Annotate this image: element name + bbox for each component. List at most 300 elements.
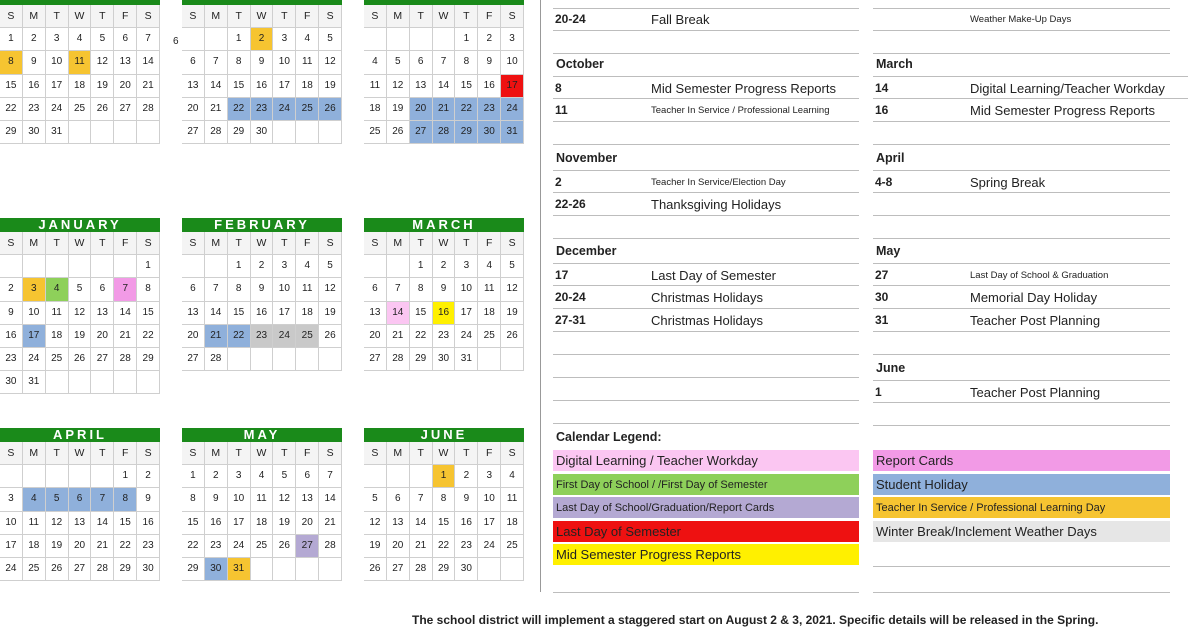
weekday-header: F: [114, 442, 137, 465]
day-cell: 28: [410, 558, 433, 581]
month-jan: [0, 218, 160, 394]
day-cell: 29: [228, 121, 251, 144]
day-cell: 23: [23, 98, 46, 121]
event-row: [553, 286, 859, 309]
day-cell: 22: [228, 325, 251, 348]
event-label: Weather Make-Up Days: [970, 14, 1072, 25]
day-cell-empty: [364, 255, 387, 278]
day-cell: 26: [319, 325, 342, 348]
day-cell: 25: [69, 98, 92, 121]
day-cell: 21: [410, 535, 433, 558]
day-cell-empty: [387, 28, 410, 51]
event-row: [873, 286, 1170, 309]
day-cell-empty: [251, 348, 274, 371]
day-cell: 13: [69, 512, 92, 535]
month-grid: [364, 442, 524, 581]
day-cell: 18: [46, 325, 69, 348]
day-cell: 16: [478, 75, 501, 98]
event-label: Fall Break: [651, 12, 710, 27]
day-cell: 3: [273, 28, 296, 51]
day-cell: 22: [182, 535, 205, 558]
day-cell: 24: [228, 535, 251, 558]
day-cell: 26: [46, 558, 69, 581]
day-cell: 14: [410, 512, 433, 535]
day-cell: 16: [0, 325, 23, 348]
event-label: Thanksgiving Holidays: [651, 197, 782, 212]
day-cell: 15: [0, 75, 23, 98]
day-cell: 4: [69, 28, 92, 51]
day-cell: 10: [0, 512, 23, 535]
section-november: November: [556, 151, 618, 165]
day-cell-empty: [205, 28, 228, 51]
weekday-header: F: [296, 5, 319, 28]
day-cell: 22: [410, 325, 433, 348]
day-cell: 22: [455, 98, 478, 121]
month-sep: [182, 0, 342, 144]
day-cell-empty: [23, 465, 46, 488]
event-row: [553, 263, 859, 286]
event-label: Last Day of School & Graduation: [970, 270, 1109, 281]
day-cell: 14: [319, 488, 342, 511]
day-cell: 19: [91, 75, 114, 98]
day-cell: 20: [387, 535, 410, 558]
day-cell-empty: [273, 558, 296, 581]
weekday-header: M: [23, 232, 46, 255]
day-cell: 18: [364, 98, 387, 121]
day-cell: 7: [91, 488, 114, 511]
day-cell: 1: [228, 255, 251, 278]
month-header: MARCH: [364, 218, 524, 232]
weekday-header: T: [46, 232, 69, 255]
day-cell: 27: [91, 348, 114, 371]
event-row-blank: [873, 403, 1170, 426]
day-cell: 28: [433, 121, 456, 144]
day-cell-empty: [91, 255, 114, 278]
day-cell: 6: [114, 28, 137, 51]
weekday-header: S: [319, 442, 342, 465]
day-cell: 14: [205, 302, 228, 325]
legend-item: Mid Semester Progress Reports: [553, 544, 859, 566]
day-cell-empty: [501, 558, 524, 581]
day-cell: 14: [91, 512, 114, 535]
day-cell: 6: [91, 278, 114, 301]
day-cell: 30: [455, 558, 478, 581]
month-grid: [364, 5, 524, 144]
sep-side-label: 6: [173, 36, 179, 47]
event-row-blank: [553, 401, 859, 424]
month-grid: [364, 232, 524, 371]
day-cell: 11: [251, 488, 274, 511]
day-cell-empty: [205, 255, 228, 278]
day-cell: 23: [455, 535, 478, 558]
day-cell: 12: [319, 51, 342, 74]
day-cell-empty: [478, 558, 501, 581]
day-cell: 13: [387, 512, 410, 535]
day-cell: 19: [501, 302, 524, 325]
weekday-header: S: [319, 5, 342, 28]
month-mar: [364, 218, 524, 371]
legend-item: Student Holiday: [873, 474, 1170, 496]
weekday-header: W: [251, 232, 274, 255]
day-cell: 18: [296, 75, 319, 98]
day-cell-empty: [364, 28, 387, 51]
weekday-header: S: [501, 5, 524, 28]
event-row-blank: [873, 216, 1170, 239]
day-cell: 3: [455, 255, 478, 278]
day-cell: 15: [137, 302, 160, 325]
weekday-header: S: [364, 232, 387, 255]
day-cell: 9: [433, 278, 456, 301]
weekday-header: M: [23, 5, 46, 28]
event-date: 20-24: [555, 290, 586, 304]
day-cell-empty: [387, 255, 410, 278]
weekday-header: M: [387, 232, 410, 255]
event-label: Teacher Post Planning: [970, 313, 1101, 328]
event-date: 17: [555, 268, 569, 282]
weekday-header: S: [0, 5, 23, 28]
section-may: May: [876, 244, 901, 258]
day-cell: 26: [319, 98, 342, 121]
month-grid: [182, 232, 342, 371]
event-date: 8: [555, 81, 562, 95]
weekday-header: T: [273, 442, 296, 465]
legend-item: First Day of School / /First Day of Semester: [553, 474, 859, 496]
day-cell: 11: [501, 488, 524, 511]
day-cell: 31: [501, 121, 524, 144]
day-cell: 21: [137, 75, 160, 98]
day-cell: 16: [137, 512, 160, 535]
day-cell: 21: [114, 325, 137, 348]
day-cell: 19: [46, 535, 69, 558]
day-cell-empty: [364, 465, 387, 488]
legend-item: Last Day of Semester: [553, 521, 859, 543]
day-cell-empty: [69, 121, 92, 144]
day-cell: 20: [182, 325, 205, 348]
event-row: [873, 380, 1170, 403]
event-row: [553, 99, 859, 122]
weekday-header: M: [205, 5, 228, 28]
day-cell-empty: [319, 348, 342, 371]
day-cell: 1: [455, 28, 478, 51]
day-cell: 6: [387, 488, 410, 511]
day-cell: 1: [137, 255, 160, 278]
day-cell: 6: [69, 488, 92, 511]
day-cell: 24: [455, 325, 478, 348]
day-cell: 7: [410, 488, 433, 511]
event-date: 1: [875, 385, 882, 399]
day-cell: 4: [296, 28, 319, 51]
day-cell: 24: [273, 325, 296, 348]
weekday-header: S: [364, 442, 387, 465]
day-cell: 20: [91, 325, 114, 348]
section-march: March: [876, 57, 913, 71]
day-cell-empty: [114, 371, 137, 394]
day-cell: 16: [433, 302, 456, 325]
day-cell: 15: [455, 75, 478, 98]
day-cell: 2: [205, 465, 228, 488]
day-cell-empty: [296, 348, 319, 371]
day-cell: 8: [114, 488, 137, 511]
weekday-header: T: [455, 442, 478, 465]
weekday-header: M: [205, 232, 228, 255]
day-cell: 9: [137, 488, 160, 511]
day-cell-empty: [46, 255, 69, 278]
day-cell-empty: [478, 348, 501, 371]
day-cell-empty: [46, 465, 69, 488]
day-cell: 20: [182, 98, 205, 121]
event-date: 20-24: [555, 12, 586, 26]
day-cell: 8: [137, 278, 160, 301]
section-april: April: [876, 151, 905, 165]
day-cell: 12: [501, 278, 524, 301]
weekday-header: W: [433, 5, 456, 28]
event-row: [553, 309, 859, 332]
day-cell: 17: [23, 325, 46, 348]
day-cell: 21: [433, 98, 456, 121]
day-cell: 17: [478, 512, 501, 535]
day-cell: 19: [319, 75, 342, 98]
day-cell-empty: [387, 465, 410, 488]
weekday-header: T: [228, 5, 251, 28]
day-cell: 18: [296, 302, 319, 325]
day-cell: 7: [137, 28, 160, 51]
day-cell: 3: [273, 255, 296, 278]
day-cell: 7: [433, 51, 456, 74]
day-cell: 8: [228, 278, 251, 301]
weekday-header: W: [69, 442, 92, 465]
day-cell: 30: [478, 121, 501, 144]
day-cell: 6: [182, 278, 205, 301]
day-cell: 30: [433, 348, 456, 371]
day-cell: 14: [205, 75, 228, 98]
day-cell: 12: [364, 512, 387, 535]
month-grid: [0, 5, 160, 144]
event-date: 2: [555, 175, 562, 189]
day-cell: 3: [23, 278, 46, 301]
weekday-header: T: [91, 5, 114, 28]
day-cell: 20: [364, 325, 387, 348]
day-cell: 17: [273, 75, 296, 98]
day-cell: 1: [0, 28, 23, 51]
day-cell: 5: [387, 51, 410, 74]
day-cell: 30: [205, 558, 228, 581]
month-grid: [0, 442, 160, 581]
legend-title: Calendar Legend:: [556, 430, 662, 444]
event-date: 27: [875, 268, 889, 282]
day-cell: 23: [478, 98, 501, 121]
day-cell-empty: [91, 465, 114, 488]
legend-item: Winter Break/Inclement Weather Days: [873, 521, 1170, 543]
day-cell: 5: [319, 28, 342, 51]
day-cell: 9: [251, 51, 274, 74]
section-december: December: [556, 244, 617, 258]
day-cell-empty: [69, 371, 92, 394]
month-jun: [364, 428, 524, 581]
weekday-header: S: [137, 5, 160, 28]
weekday-header: F: [478, 232, 501, 255]
weekday-header: W: [433, 232, 456, 255]
month-header: MAY: [182, 428, 342, 442]
month-header: JUNE: [364, 428, 524, 442]
day-cell: 25: [46, 348, 69, 371]
weekday-header: S: [137, 442, 160, 465]
month-may: [182, 428, 342, 581]
weekday-header: F: [478, 5, 501, 28]
day-cell: 8: [433, 488, 456, 511]
day-cell: 24: [501, 98, 524, 121]
day-cell: 27: [182, 121, 205, 144]
weekday-header: S: [0, 442, 23, 465]
day-cell: 13: [410, 75, 433, 98]
day-cell: 2: [0, 278, 23, 301]
weekday-header: S: [501, 442, 524, 465]
weekday-header: F: [478, 442, 501, 465]
day-cell-empty: [69, 465, 92, 488]
month-header: FEBRUARY: [182, 218, 342, 232]
day-cell: 10: [273, 51, 296, 74]
day-cell: 27: [364, 348, 387, 371]
day-cell: 9: [251, 278, 274, 301]
day-cell: 16: [23, 75, 46, 98]
day-cell: 13: [182, 302, 205, 325]
day-cell: 21: [205, 98, 228, 121]
day-cell: 8: [410, 278, 433, 301]
day-cell: 21: [91, 535, 114, 558]
day-cell: 14: [433, 75, 456, 98]
day-cell: 28: [91, 558, 114, 581]
event-row-blank: [553, 355, 859, 378]
event-row: [873, 99, 1170, 122]
day-cell: 10: [23, 302, 46, 325]
day-cell: 4: [478, 255, 501, 278]
day-cell-empty: [0, 465, 23, 488]
day-cell: 2: [455, 465, 478, 488]
weekday-header: T: [91, 442, 114, 465]
day-cell: 23: [205, 535, 228, 558]
day-cell: 13: [182, 75, 205, 98]
day-cell: 7: [205, 278, 228, 301]
event-row: [873, 8, 1170, 31]
weekday-header: F: [296, 232, 319, 255]
event-row-blank: [553, 122, 859, 145]
day-cell: 6: [364, 278, 387, 301]
day-cell: 2: [433, 255, 456, 278]
day-cell: 26: [501, 325, 524, 348]
weekday-header: T: [410, 442, 433, 465]
month-aug: [0, 0, 160, 144]
event-row: [553, 76, 859, 99]
day-cell: 27: [69, 558, 92, 581]
event-row-blank: [873, 544, 1170, 567]
day-cell: 19: [69, 325, 92, 348]
day-cell: 25: [478, 325, 501, 348]
day-cell: 1: [410, 255, 433, 278]
day-cell: 27: [114, 98, 137, 121]
event-row: [873, 76, 1188, 99]
event-row-blank: [553, 216, 859, 239]
day-cell: 3: [228, 465, 251, 488]
event-row: [553, 8, 859, 31]
day-cell: 15: [114, 512, 137, 535]
day-cell: 5: [501, 255, 524, 278]
weekday-header: F: [114, 232, 137, 255]
day-cell-empty: [319, 558, 342, 581]
day-cell: 22: [228, 98, 251, 121]
day-cell: 17: [46, 75, 69, 98]
day-cell: 19: [364, 535, 387, 558]
day-cell: 15: [228, 302, 251, 325]
day-cell: 17: [455, 302, 478, 325]
day-cell: 22: [137, 325, 160, 348]
day-cell: 24: [478, 535, 501, 558]
day-cell: 24: [0, 558, 23, 581]
day-cell: 14: [137, 51, 160, 74]
day-cell: 13: [91, 302, 114, 325]
day-cell: 31: [455, 348, 478, 371]
day-cell: 23: [251, 98, 274, 121]
day-cell: 15: [182, 512, 205, 535]
day-cell: 14: [114, 302, 137, 325]
day-cell: 27: [410, 121, 433, 144]
day-cell: 7: [205, 51, 228, 74]
weekday-header: M: [23, 442, 46, 465]
day-cell: 17: [228, 512, 251, 535]
day-cell: 11: [478, 278, 501, 301]
day-cell: 9: [23, 51, 46, 74]
day-cell: 11: [46, 302, 69, 325]
day-cell: 8: [455, 51, 478, 74]
weekday-header: T: [455, 5, 478, 28]
weekday-header: S: [501, 232, 524, 255]
day-cell: 12: [387, 75, 410, 98]
day-cell: 4: [23, 488, 46, 511]
day-cell: 30: [0, 371, 23, 394]
day-cell-empty: [410, 28, 433, 51]
day-cell-empty: [501, 348, 524, 371]
day-cell: 26: [387, 121, 410, 144]
day-cell: 19: [387, 98, 410, 121]
event-row: [873, 170, 1170, 193]
day-cell: 12: [91, 51, 114, 74]
day-cell: 5: [91, 28, 114, 51]
day-cell: 28: [137, 98, 160, 121]
event-row-blank: [553, 570, 859, 593]
weekday-header: T: [410, 232, 433, 255]
day-cell: 20: [69, 535, 92, 558]
day-cell-empty: [91, 371, 114, 394]
event-label: Teacher Post Planning: [970, 385, 1101, 400]
day-cell: 28: [114, 348, 137, 371]
day-cell: 7: [319, 465, 342, 488]
day-cell-empty: [91, 121, 114, 144]
day-cell: 26: [273, 535, 296, 558]
weekday-header: T: [46, 442, 69, 465]
day-cell: 28: [205, 121, 228, 144]
day-cell-empty: [228, 348, 251, 371]
day-cell: 22: [0, 98, 23, 121]
day-cell: 28: [387, 348, 410, 371]
day-cell: 25: [296, 325, 319, 348]
weekday-header: T: [228, 442, 251, 465]
day-cell: 4: [501, 465, 524, 488]
day-cell: 12: [273, 488, 296, 511]
day-cell: 20: [296, 512, 319, 535]
day-cell: 23: [0, 348, 23, 371]
weekday-header: T: [410, 5, 433, 28]
day-cell: 2: [137, 465, 160, 488]
day-cell: 30: [251, 121, 274, 144]
day-cell-empty: [23, 255, 46, 278]
